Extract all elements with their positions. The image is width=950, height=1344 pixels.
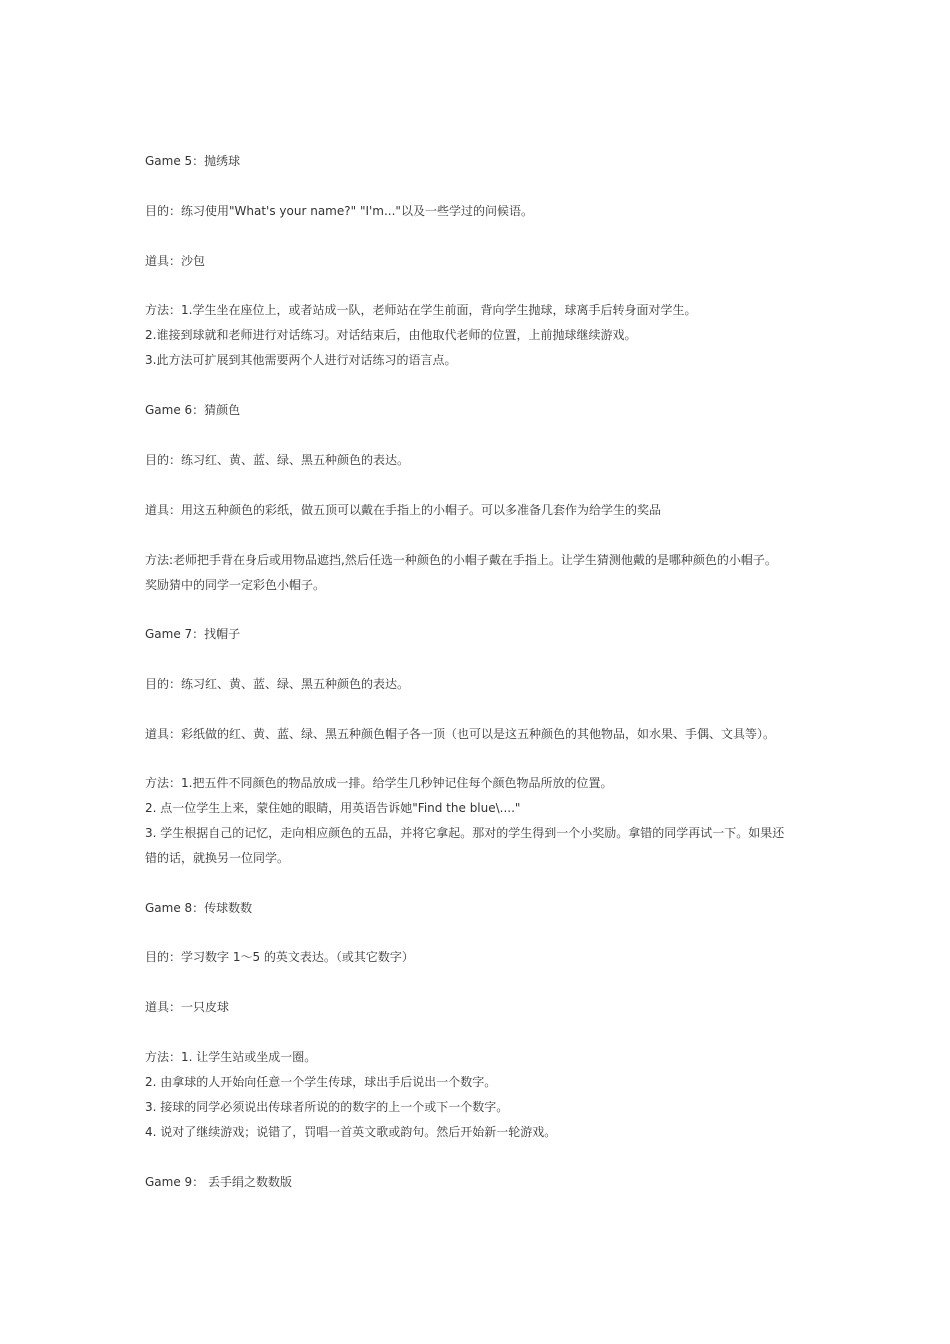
game7-heading: Game 7：找帽子 [145, 627, 241, 641]
game8-props: 道具：一只皮球 [145, 1000, 230, 1014]
game6-heading: Game 6：猜颜色 [145, 403, 241, 417]
game6-purpose: 目的：练习红、黄、蓝、绿、黑五种颜色的表达。 [145, 453, 410, 467]
game9-heading: Game 9： 丢手绢之数数版 [145, 1175, 292, 1189]
game7-method-3: 3. 学生根据自己的记忆，走向相应颜色的五品，并将它拿起。那对的学生得到一个小奖励。拿错的同学再试一下。如果还 [145, 826, 785, 840]
game6-method-2: 奖励猜中的同学一定彩色小帽子。 [145, 578, 326, 592]
game8-method-4: 4. 说对了继续游戏；说错了，罚唱一首英文歌或韵句。然后开始新一轮游戏。 [145, 1125, 557, 1139]
game5-method-1: 方法：1.学生坐在座位上，或者站成一队，老师站在学生前面，背向学生抛球，球离手后转身面对学生。 [145, 303, 697, 317]
game7-purpose: 目的：练习红、黄、蓝、绿、黑五种颜色的表达。 [145, 677, 410, 691]
game5-heading: Game 5：抛绣球 [145, 154, 241, 168]
game8-method-2: 2. 由拿球的人开始向任意一个学生传球，球出手后说出一个数字。 [145, 1075, 497, 1089]
game5-method-3: 3.此方法可扩展到其他需要两个人进行对话练习的语言点。 [145, 353, 457, 367]
game7-method-4: 错的话，就换另一位同学。 [145, 851, 290, 865]
game5-purpose: 目的：练习使用"What's your name?" "I'm..."以及一些学过的问候语。 [145, 204, 533, 218]
game8-method-3: 3. 接球的同学必须说出传球者所说的的数字的上一个或下一个数字。 [145, 1100, 509, 1114]
game8-purpose: 目的：学习数字 1～5 的英文表达。（或其它数字） [145, 950, 414, 964]
game5-props: 道具：沙包 [145, 254, 206, 268]
game7-method-2: 2. 点一位学生上来，蒙住她的眼睛，用英语告诉她"Find the blue\...." [145, 801, 521, 815]
game8-method-1: 方法：1. 让学生站或坐成一圈。 [145, 1050, 317, 1064]
game8-heading: Game 8：传球数数 [145, 901, 253, 915]
game5-method-2: 2.谁接到球就和老师进行对话练习。对话结束后，由他取代老师的位置，上前抛球继续游戏。 [145, 328, 637, 342]
game6-method-1: 方法:老师把手背在身后或用物品遮挡,然后任选一种颜色的小帽子戴在手指上。让学生猜测他戴的是哪种颜色的小帽子。 [145, 553, 777, 567]
game6-props: 道具：用这五种颜色的彩纸，做五顶可以戴在手指上的小帽子。可以多准备几套作为给学生的奖品 [145, 503, 662, 517]
game7-props: 道具：彩纸做的红、黄、蓝、绿、黑五种颜色帽子各一顶（也可以是这五种颜色的其他物品，如水果、手偶、文具等）。 [145, 727, 776, 741]
game7-method-1: 方法：1.把五件不同颜色的物品放成一排。给学生几秒钟记住每个颜色物品所放的位置。 [145, 776, 613, 790]
